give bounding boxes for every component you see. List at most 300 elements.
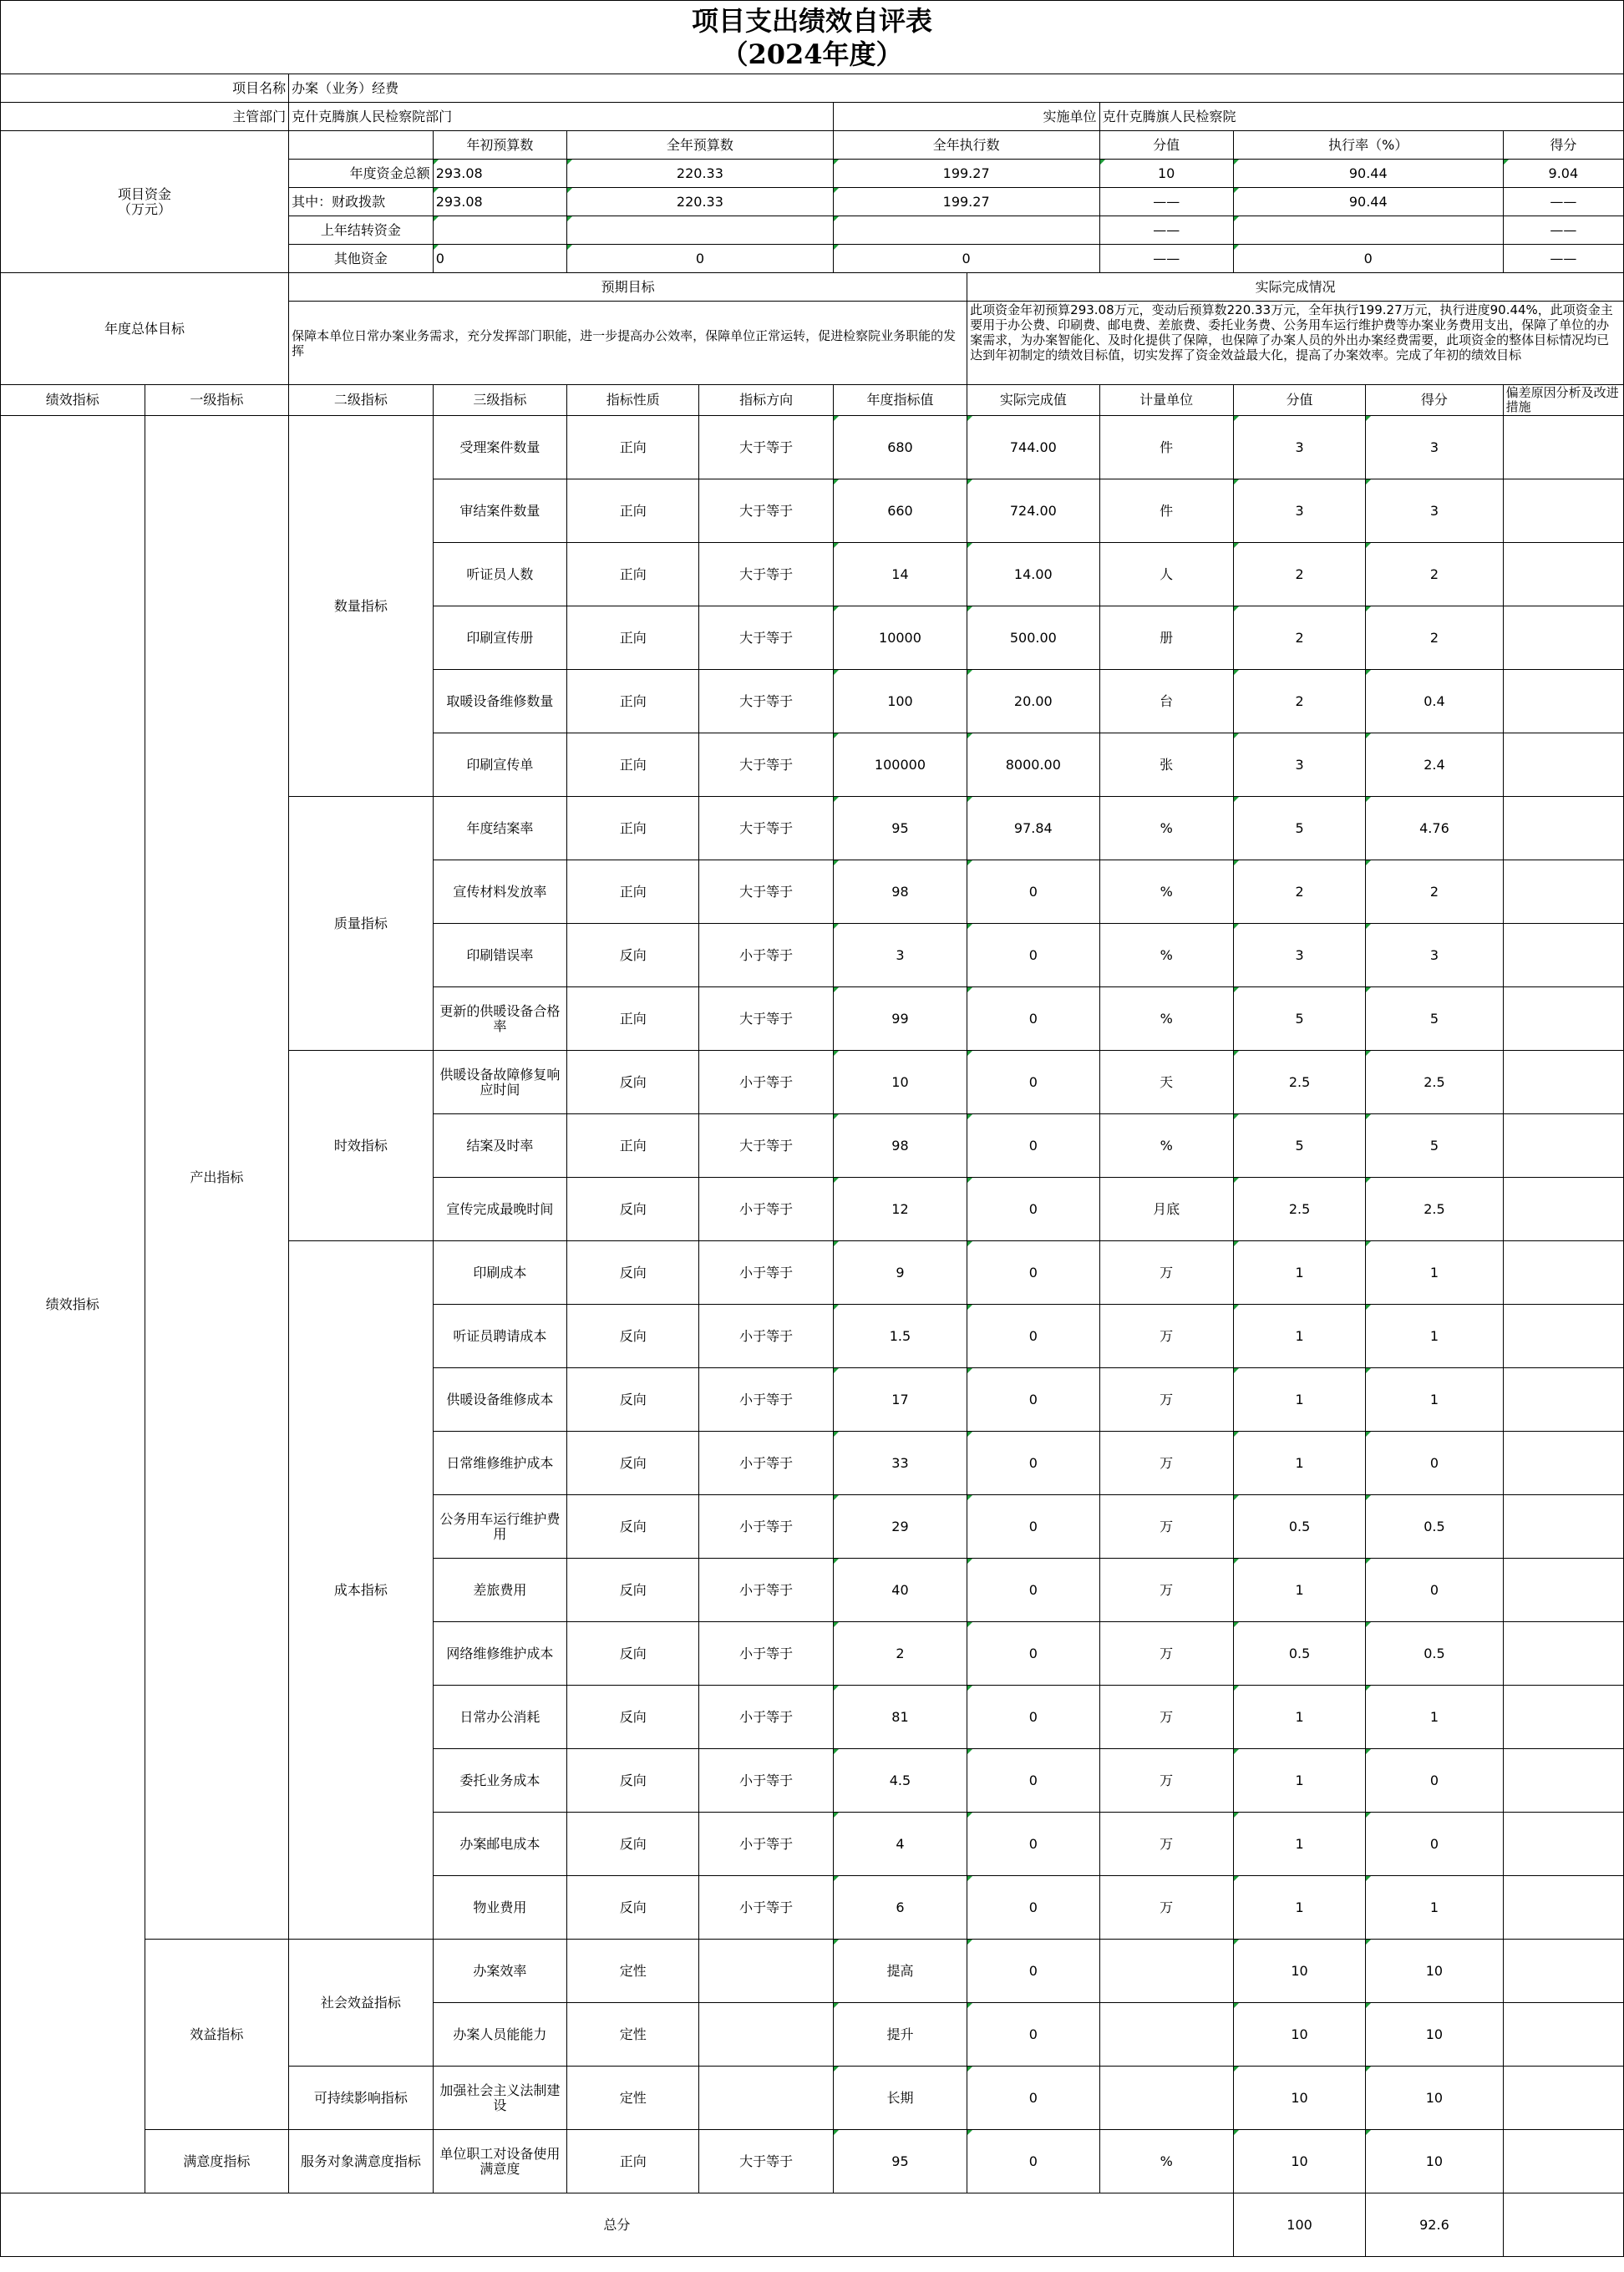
indicator-weight: 1 <box>1233 1368 1365 1432</box>
actual-value: 724.00 <box>967 479 1099 543</box>
indicator-direction: 小于等于 <box>699 1305 833 1368</box>
deviation-remark <box>1503 1622 1623 1686</box>
measure-unit <box>1099 2003 1233 2067</box>
deviation-remark <box>1503 2003 1623 2067</box>
report-title <box>1 1 1624 74</box>
annual-target-value: 1.5 <box>833 1305 967 1368</box>
level3-indicator: 单位职工对设备使用满意度 <box>433 2130 566 2193</box>
level3-indicator: 物业费用 <box>433 1876 566 1940</box>
level3-indicator: 委托业务成本 <box>433 1749 566 1813</box>
deviation-remark <box>1503 733 1623 797</box>
indicator-nature: 正向 <box>567 733 699 797</box>
deviation-remark <box>1503 2130 1623 2193</box>
indicator-nature: 定性 <box>567 2003 699 2067</box>
measure-unit: 月底 <box>1099 1178 1233 1241</box>
indicator-weight: 2 <box>1233 606 1365 670</box>
funds-row-label: 其中：财政拨款 <box>289 188 434 216</box>
funds-row-rate <box>1233 216 1503 245</box>
actual-value: 0 <box>967 1495 1099 1559</box>
annual-target-value: 95 <box>833 2130 967 2193</box>
indicator-direction: 小于等于 <box>699 1876 833 1940</box>
report-title-line1: 项目支出绩效自评表 <box>691 4 932 37</box>
funds-row-label: 年度资金总额 <box>289 160 434 188</box>
indicator-score: 0.5 <box>1366 1622 1503 1686</box>
actual-value: 0 <box>967 1813 1099 1876</box>
funds-row-score: —— <box>1503 245 1623 273</box>
deviation-remark <box>1503 1686 1623 1749</box>
level3-indicator: 日常维修维护成本 <box>433 1432 566 1495</box>
indicator-direction: 大于等于 <box>699 860 833 924</box>
level3-indicator: 听证员人数 <box>433 543 566 606</box>
indicator-direction: 小于等于 <box>699 1686 833 1749</box>
indicator-nature: 反向 <box>567 1432 699 1495</box>
indicator-weight: 1 <box>1233 1432 1365 1495</box>
indicator-score: 2 <box>1366 606 1503 670</box>
measure-unit: 件 <box>1099 479 1233 543</box>
measure-unit: 人 <box>1099 543 1233 606</box>
indicator-direction: 小于等于 <box>699 1495 833 1559</box>
indicator-nature: 反向 <box>567 1749 699 1813</box>
indicator-score: 10 <box>1366 2130 1503 2193</box>
funds-header-blank <box>289 131 434 160</box>
indicator-score: 10 <box>1366 2003 1503 2067</box>
indicator-nature: 反向 <box>567 1305 699 1368</box>
level3-indicator: 印刷成本 <box>433 1241 566 1305</box>
level3-indicator: 供暖设备故障修复响应时间 <box>433 1051 566 1114</box>
indicator-weight: 1 <box>1233 1876 1365 1940</box>
indicator-nature: 定性 <box>567 2067 699 2130</box>
indicator-direction: 小于等于 <box>699 1749 833 1813</box>
indicator-nature: 反向 <box>567 1051 699 1114</box>
indicator-direction: 大于等于 <box>699 797 833 860</box>
level2-indicator: 可持续影响指标 <box>289 2067 434 2130</box>
measure-unit: 万 <box>1099 1368 1233 1432</box>
deviation-remark <box>1503 416 1623 479</box>
indicator-weight: 3 <box>1233 416 1365 479</box>
measure-unit <box>1099 2067 1233 2130</box>
indicator-score: 1 <box>1366 1368 1503 1432</box>
actual-value: 0 <box>967 1559 1099 1622</box>
project-name-label: 项目名称 <box>1 74 289 103</box>
indicator-nature: 反向 <box>567 924 699 987</box>
deviation-remark <box>1503 606 1623 670</box>
project-name-value: 办案（业务）经费 <box>289 74 1624 103</box>
impl-label: 实施单位 <box>833 103 1099 131</box>
funds-row-full: 220.33 <box>567 160 834 188</box>
annual-target-value: 4.5 <box>833 1749 967 1813</box>
funds-row-rate: 90.44 <box>1233 160 1503 188</box>
indicator-weight: 2 <box>1233 860 1365 924</box>
measure-unit: 天 <box>1099 1051 1233 1114</box>
indicator-direction <box>699 2067 833 2130</box>
funds-row-weight: —— <box>1099 245 1233 273</box>
indicator-nature: 正向 <box>567 987 699 1051</box>
indicator-row <box>1 416 1624 479</box>
measure-unit: % <box>1099 1114 1233 1178</box>
annual-target-value: 10000 <box>833 606 967 670</box>
annual-target-value: 98 <box>833 1114 967 1178</box>
deviation-remark <box>1503 987 1623 1051</box>
actual-value: 0 <box>967 1114 1099 1178</box>
indicator-header: 得分 <box>1366 385 1503 416</box>
measure-unit: 万 <box>1099 1622 1233 1686</box>
deviation-remark <box>1503 1876 1623 1940</box>
deviation-remark <box>1503 1432 1623 1495</box>
annual-target-value: 14 <box>833 543 967 606</box>
funds-row-initial <box>433 216 566 245</box>
measure-unit: 万 <box>1099 1305 1233 1368</box>
indicator-nature: 反向 <box>567 1559 699 1622</box>
deviation-remark <box>1503 543 1623 606</box>
indicator-direction: 小于等于 <box>699 1813 833 1876</box>
deviation-remark <box>1503 1813 1623 1876</box>
indicator-row <box>1 1940 1624 2003</box>
annual-target-value: 6 <box>833 1876 967 1940</box>
annual-target-value: 660 <box>833 479 967 543</box>
total-weight: 100 <box>1233 2193 1365 2257</box>
actual-completion-header: 实际完成情况 <box>967 273 1624 302</box>
indicator-score: 5 <box>1366 987 1503 1051</box>
actual-value: 0 <box>967 2130 1099 2193</box>
indicator-nature: 反向 <box>567 1178 699 1241</box>
indicator-score: 1 <box>1366 1876 1503 1940</box>
indicator-direction: 大于等于 <box>699 416 833 479</box>
indicator-direction: 小于等于 <box>699 924 833 987</box>
actual-value: 0 <box>967 1051 1099 1114</box>
level3-indicator: 取暖设备维修数量 <box>433 670 566 733</box>
indicator-nature: 反向 <box>567 1813 699 1876</box>
measure-unit: 万 <box>1099 1749 1233 1813</box>
funds-row-exec: 199.27 <box>833 188 1099 216</box>
level3-indicator: 办案人员能能力 <box>433 2003 566 2067</box>
level3-indicator: 宣传完成最晚时间 <box>433 1178 566 1241</box>
funds-row-score: —— <box>1503 216 1623 245</box>
level3-indicator: 印刷宣传单 <box>433 733 566 797</box>
indicator-header: 实际完成值 <box>967 385 1099 416</box>
measure-unit <box>1099 1940 1233 2003</box>
annual-target-value: 680 <box>833 416 967 479</box>
deviation-remark <box>1503 1495 1623 1559</box>
annual-target-value: 提升 <box>833 2003 967 2067</box>
measure-unit: % <box>1099 797 1233 860</box>
deviation-remark <box>1503 1940 1623 2003</box>
indicator-direction: 小于等于 <box>699 1368 833 1432</box>
dept-value: 克什克腾旗人民检察院部门 <box>289 103 834 131</box>
level1-indicator: 产出指标 <box>145 416 289 1940</box>
level3-indicator: 宣传材料发放率 <box>433 860 566 924</box>
indicator-nature: 正向 <box>567 860 699 924</box>
indicator-weight: 2.5 <box>1233 1051 1365 1114</box>
level2-indicator: 成本指标 <box>289 1241 434 1940</box>
funds-row-rate: 0 <box>1233 245 1503 273</box>
indicator-nature: 反向 <box>567 1495 699 1559</box>
level3-indicator: 差旅费用 <box>433 1559 566 1622</box>
indicator-score: 4.76 <box>1366 797 1503 860</box>
measure-unit: % <box>1099 987 1233 1051</box>
expected-goal-text: 保障本单位日常办案业务需求，充分发挥部门职能，进一步提高办公效率，保障单位正常运转，促进检察院业务职能的发挥 <box>289 302 967 385</box>
actual-value: 0 <box>967 1368 1099 1432</box>
indicator-nature: 定性 <box>567 1940 699 2003</box>
annual-target-value: 12 <box>833 1178 967 1241</box>
funds-row-initial: 0 <box>433 245 566 273</box>
indicator-direction: 大于等于 <box>699 606 833 670</box>
measure-unit: 册 <box>1099 606 1233 670</box>
actual-value: 0 <box>967 1178 1099 1241</box>
funds-row-initial: 293.08 <box>433 160 566 188</box>
actual-value: 0 <box>967 2067 1099 2130</box>
deviation-remark <box>1503 2067 1623 2130</box>
indicator-weight: 2 <box>1233 670 1365 733</box>
indicator-nature: 反向 <box>567 1686 699 1749</box>
funds-row-initial: 293.08 <box>433 188 566 216</box>
funds-row-label: 其他资金 <box>289 245 434 273</box>
impl-value: 克什克腾旗人民检察院 <box>1099 103 1624 131</box>
actual-value: 0 <box>967 860 1099 924</box>
funds-row-exec <box>833 216 1099 245</box>
indicator-score: 0 <box>1366 1749 1503 1813</box>
indicator-score: 10 <box>1366 1940 1503 2003</box>
level3-indicator: 印刷错误率 <box>433 924 566 987</box>
actual-value: 97.84 <box>967 797 1099 860</box>
expected-goal-header: 预期目标 <box>289 273 967 302</box>
level3-indicator: 受理案件数量 <box>433 416 566 479</box>
measure-unit: 万 <box>1099 1813 1233 1876</box>
total-label: 总分 <box>1 2193 1234 2257</box>
level3-indicator: 网络维修维护成本 <box>433 1622 566 1686</box>
funds-row-exec: 0 <box>833 245 1099 273</box>
indicator-weight: 10 <box>1233 1940 1365 2003</box>
annual-target-value: 98 <box>833 860 967 924</box>
funds-label: 项目资金 （万元） <box>1 131 289 273</box>
total-remark <box>1503 2193 1623 2257</box>
indicator-weight: 1 <box>1233 1749 1365 1813</box>
level3-indicator: 审结案件数量 <box>433 479 566 543</box>
indicator-score: 3 <box>1366 924 1503 987</box>
performance-indicator-label: 绩效指标 <box>1 416 145 2193</box>
indicator-header: 三级指标 <box>433 385 566 416</box>
indicator-score: 2.5 <box>1366 1051 1503 1114</box>
indicator-score: 1 <box>1366 1305 1503 1368</box>
indicator-weight: 1 <box>1233 1241 1365 1305</box>
indicator-weight: 2 <box>1233 543 1365 606</box>
annual-target-value: 40 <box>833 1559 967 1622</box>
measure-unit: % <box>1099 924 1233 987</box>
annual-target-value: 100 <box>833 670 967 733</box>
annual-target-value: 4 <box>833 1813 967 1876</box>
level3-indicator: 印刷宣传册 <box>433 606 566 670</box>
indicator-nature: 反向 <box>567 1368 699 1432</box>
indicator-score: 3 <box>1366 479 1503 543</box>
level3-indicator: 日常办公消耗 <box>433 1686 566 1749</box>
measure-unit: 件 <box>1099 416 1233 479</box>
indicator-nature: 正向 <box>567 670 699 733</box>
annual-target-value: 17 <box>833 1368 967 1432</box>
funds-header-rate: 执行率（%） <box>1233 131 1503 160</box>
actual-value: 0 <box>967 1241 1099 1305</box>
level3-indicator: 供暖设备维修成本 <box>433 1368 566 1432</box>
actual-value: 0 <box>967 924 1099 987</box>
indicator-weight: 3 <box>1233 733 1365 797</box>
annual-target-value: 100000 <box>833 733 967 797</box>
deviation-remark <box>1503 479 1623 543</box>
funds-row-weight: 10 <box>1099 160 1233 188</box>
indicator-weight: 1 <box>1233 1813 1365 1876</box>
indicator-direction: 小于等于 <box>699 1241 833 1305</box>
measure-unit: % <box>1099 860 1233 924</box>
measure-unit: 台 <box>1099 670 1233 733</box>
actual-value: 8000.00 <box>967 733 1099 797</box>
indicator-direction <box>699 2003 833 2067</box>
annual-target-value: 10 <box>833 1051 967 1114</box>
indicator-direction: 大于等于 <box>699 479 833 543</box>
indicator-nature: 正向 <box>567 416 699 479</box>
indicator-weight: 0.5 <box>1233 1622 1365 1686</box>
level3-indicator: 更新的供暖设备合格率 <box>433 987 566 1051</box>
annual-target-value: 9 <box>833 1241 967 1305</box>
level2-indicator: 质量指标 <box>289 797 434 1051</box>
funds-header-exec: 全年执行数 <box>833 131 1099 160</box>
indicator-weight: 1 <box>1233 1305 1365 1368</box>
funds-header-score: 得分 <box>1503 131 1623 160</box>
indicator-nature: 反向 <box>567 1241 699 1305</box>
indicator-header: 一级指标 <box>145 385 289 416</box>
indicator-weight: 1 <box>1233 1559 1365 1622</box>
indicator-score: 0 <box>1366 1432 1503 1495</box>
indicator-score: 0.5 <box>1366 1495 1503 1559</box>
measure-unit: 万 <box>1099 1686 1233 1749</box>
total-score: 92.6 <box>1366 2193 1503 2257</box>
actual-value: 0 <box>967 1686 1099 1749</box>
level2-indicator: 时效指标 <box>289 1051 434 1241</box>
annual-target-value: 2 <box>833 1622 967 1686</box>
annual-target-value: 81 <box>833 1686 967 1749</box>
indicator-direction: 大于等于 <box>699 543 833 606</box>
level3-indicator: 结案及时率 <box>433 1114 566 1178</box>
funds-row-full: 220.33 <box>567 188 834 216</box>
deviation-remark <box>1503 1559 1623 1622</box>
dept-label: 主管部门 <box>1 103 289 131</box>
indicator-direction: 大于等于 <box>699 1114 833 1178</box>
indicator-header: 计量单位 <box>1099 385 1233 416</box>
indicator-nature: 反向 <box>567 1622 699 1686</box>
funds-row-score: 9.04 <box>1503 160 1623 188</box>
actual-value: 0 <box>967 1876 1099 1940</box>
indicator-nature: 正向 <box>567 797 699 860</box>
indicator-weight: 5 <box>1233 797 1365 860</box>
deviation-remark <box>1503 1305 1623 1368</box>
level3-indicator: 公务用车运行维护费用 <box>433 1495 566 1559</box>
level3-indicator: 办案效率 <box>433 1940 566 2003</box>
measure-unit: 张 <box>1099 733 1233 797</box>
indicator-row <box>1 2130 1624 2193</box>
annual-goal-label: 年度总体目标 <box>1 273 289 385</box>
funds-row-weight: —— <box>1099 188 1233 216</box>
deviation-remark <box>1503 1178 1623 1241</box>
actual-value: 0 <box>967 987 1099 1051</box>
funds-header-initial: 年初预算数 <box>433 131 566 160</box>
indicator-direction: 小于等于 <box>699 1559 833 1622</box>
indicator-header: 二级指标 <box>289 385 434 416</box>
indicator-direction: 大于等于 <box>699 987 833 1051</box>
indicator-direction: 大于等于 <box>699 2130 833 2193</box>
funds-row-label: 上年结转资金 <box>289 216 434 245</box>
indicator-score: 0.4 <box>1366 670 1503 733</box>
deviation-remark <box>1503 860 1623 924</box>
level1-indicator: 满意度指标 <box>145 2130 289 2193</box>
indicator-score: 1 <box>1366 1241 1503 1305</box>
indicator-direction: 小于等于 <box>699 1178 833 1241</box>
level2-indicator: 数量指标 <box>289 416 434 797</box>
indicator-header: 年度指标值 <box>833 385 967 416</box>
indicator-score: 10 <box>1366 2067 1503 2130</box>
actual-value: 20.00 <box>967 670 1099 733</box>
actual-value: 0 <box>967 1432 1099 1495</box>
funds-row-score: —— <box>1503 188 1623 216</box>
indicator-score: 1 <box>1366 1686 1503 1749</box>
measure-unit: 万 <box>1099 1241 1233 1305</box>
indicator-weight: 10 <box>1233 2067 1365 2130</box>
indicator-direction: 小于等于 <box>699 1432 833 1495</box>
indicator-score: 5 <box>1366 1114 1503 1178</box>
level3-indicator: 听证员聘请成本 <box>433 1305 566 1368</box>
level3-indicator: 年度结案率 <box>433 797 566 860</box>
deviation-remark <box>1503 1114 1623 1178</box>
deviation-remark <box>1503 1749 1623 1813</box>
measure-unit: 万 <box>1099 1876 1233 1940</box>
actual-value: 0 <box>967 1940 1099 2003</box>
indicator-header: 指标方向 <box>699 385 833 416</box>
actual-value: 0 <box>967 2003 1099 2067</box>
annual-target-value: 29 <box>833 1495 967 1559</box>
actual-completion-text: 此项资金年初预算293.08万元，变动后预算数220.33万元，全年执行199.27万元，执行进度90.44%，此项资金主要用于办公费、印刷费、邮电费、差旅费、委托业务费、公务用车运行维护费等办案业务费用支出，保障了单位的办案需求，为办案智能化、及时化提供了保障，也保障了办案人员的外出办案经费需要，此项资金的整体目标情况均已达到年初制定的绩效目标值，切实发挥了资金效益最大化，提高了办案效率。完成了年初的绩效目标 <box>967 302 1624 385</box>
annual-target-value: 99 <box>833 987 967 1051</box>
indicator-nature: 正向 <box>567 543 699 606</box>
level3-indicator: 加强社会主义法制建设 <box>433 2067 566 2130</box>
level1-indicator: 效益指标 <box>145 1940 289 2130</box>
measure-unit: 万 <box>1099 1495 1233 1559</box>
funds-row-rate: 90.44 <box>1233 188 1503 216</box>
measure-unit: % <box>1099 2130 1233 2193</box>
indicator-score: 2 <box>1366 860 1503 924</box>
indicator-weight: 2.5 <box>1233 1178 1365 1241</box>
indicator-header: 绩效指标 <box>1 385 145 416</box>
indicator-nature: 反向 <box>567 1876 699 1940</box>
indicator-nature: 正向 <box>567 606 699 670</box>
indicator-nature: 正向 <box>567 1114 699 1178</box>
funds-row-exec: 199.27 <box>833 160 1099 188</box>
funds-row-full: 0 <box>567 245 834 273</box>
indicator-direction: 大于等于 <box>699 733 833 797</box>
level2-indicator: 服务对象满意度指标 <box>289 2130 434 2193</box>
indicator-score: 2.4 <box>1366 733 1503 797</box>
actual-value: 744.00 <box>967 416 1099 479</box>
indicator-weight: 10 <box>1233 2130 1365 2193</box>
deviation-remark <box>1503 797 1623 860</box>
actual-value: 14.00 <box>967 543 1099 606</box>
indicator-header: 分值 <box>1233 385 1365 416</box>
annual-target-value: 3 <box>833 924 967 987</box>
indicator-nature: 正向 <box>567 2130 699 2193</box>
indicator-header: 指标性质 <box>567 385 699 416</box>
indicator-nature: 正向 <box>567 479 699 543</box>
indicator-direction <box>699 1940 833 2003</box>
level3-indicator: 办案邮电成本 <box>433 1813 566 1876</box>
level2-indicator: 社会效益指标 <box>289 1940 434 2067</box>
actual-value: 0 <box>967 1305 1099 1368</box>
deviation-remark <box>1503 1051 1623 1114</box>
deviation-remark <box>1503 670 1623 733</box>
indicator-score: 3 <box>1366 416 1503 479</box>
